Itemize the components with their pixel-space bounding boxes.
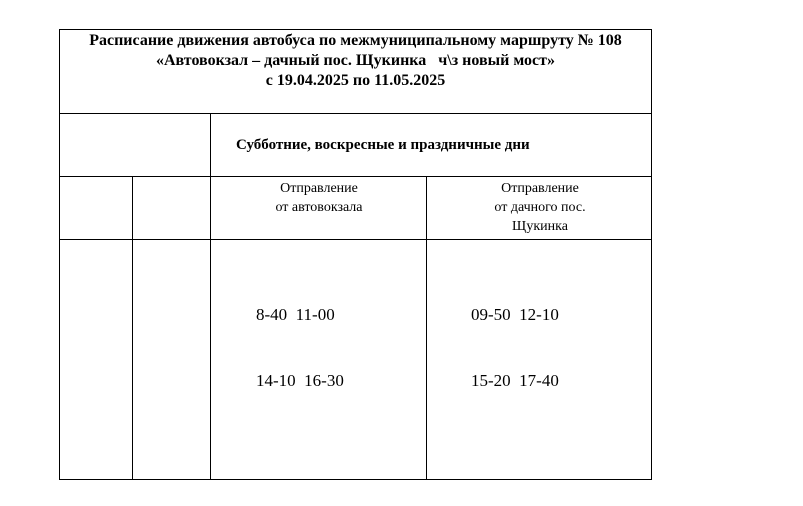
time-row: 14-10 16-30 (256, 371, 344, 390)
time-row: 15-20 17-40 (471, 371, 559, 390)
time-row: 8-40 11-00 (256, 305, 335, 324)
time-row: 09-50 12-10 (471, 305, 559, 324)
row-divider-period (59, 176, 652, 177)
departure-times-bus-station (256, 260, 344, 414)
title-line-direction: «Автовокзал – дачный пос. Щукинка ч\з новый мост» (156, 52, 555, 69)
row-divider-headings (59, 239, 652, 240)
schedule-title (59, 31, 652, 91)
column-heading-shchukinka (428, 179, 652, 236)
departure-times-shchukinka (471, 260, 559, 414)
row-divider-title (59, 113, 652, 114)
column-heading-line: Отправление (280, 181, 358, 196)
col-divider-period (210, 113, 211, 480)
title-line-dates: с 19.04.2025 по 11.05.2025 (265, 72, 446, 89)
col-divider-middle (426, 176, 427, 480)
column-heading-line: Отправление (501, 181, 579, 196)
period-label: Субботние, воскресные и праздничные дни (236, 137, 530, 153)
column-heading-line: от дачного пос. (494, 200, 586, 215)
col-divider-left (132, 176, 133, 480)
title-line-route: Расписание движения автобуса по межмуниципальному маршруту № 108 (89, 32, 622, 49)
column-heading-bus-station (212, 179, 426, 217)
schedule-table (59, 29, 652, 480)
column-heading-line: Щукинка (512, 219, 568, 234)
column-heading-line: от автовокзала (275, 200, 363, 215)
